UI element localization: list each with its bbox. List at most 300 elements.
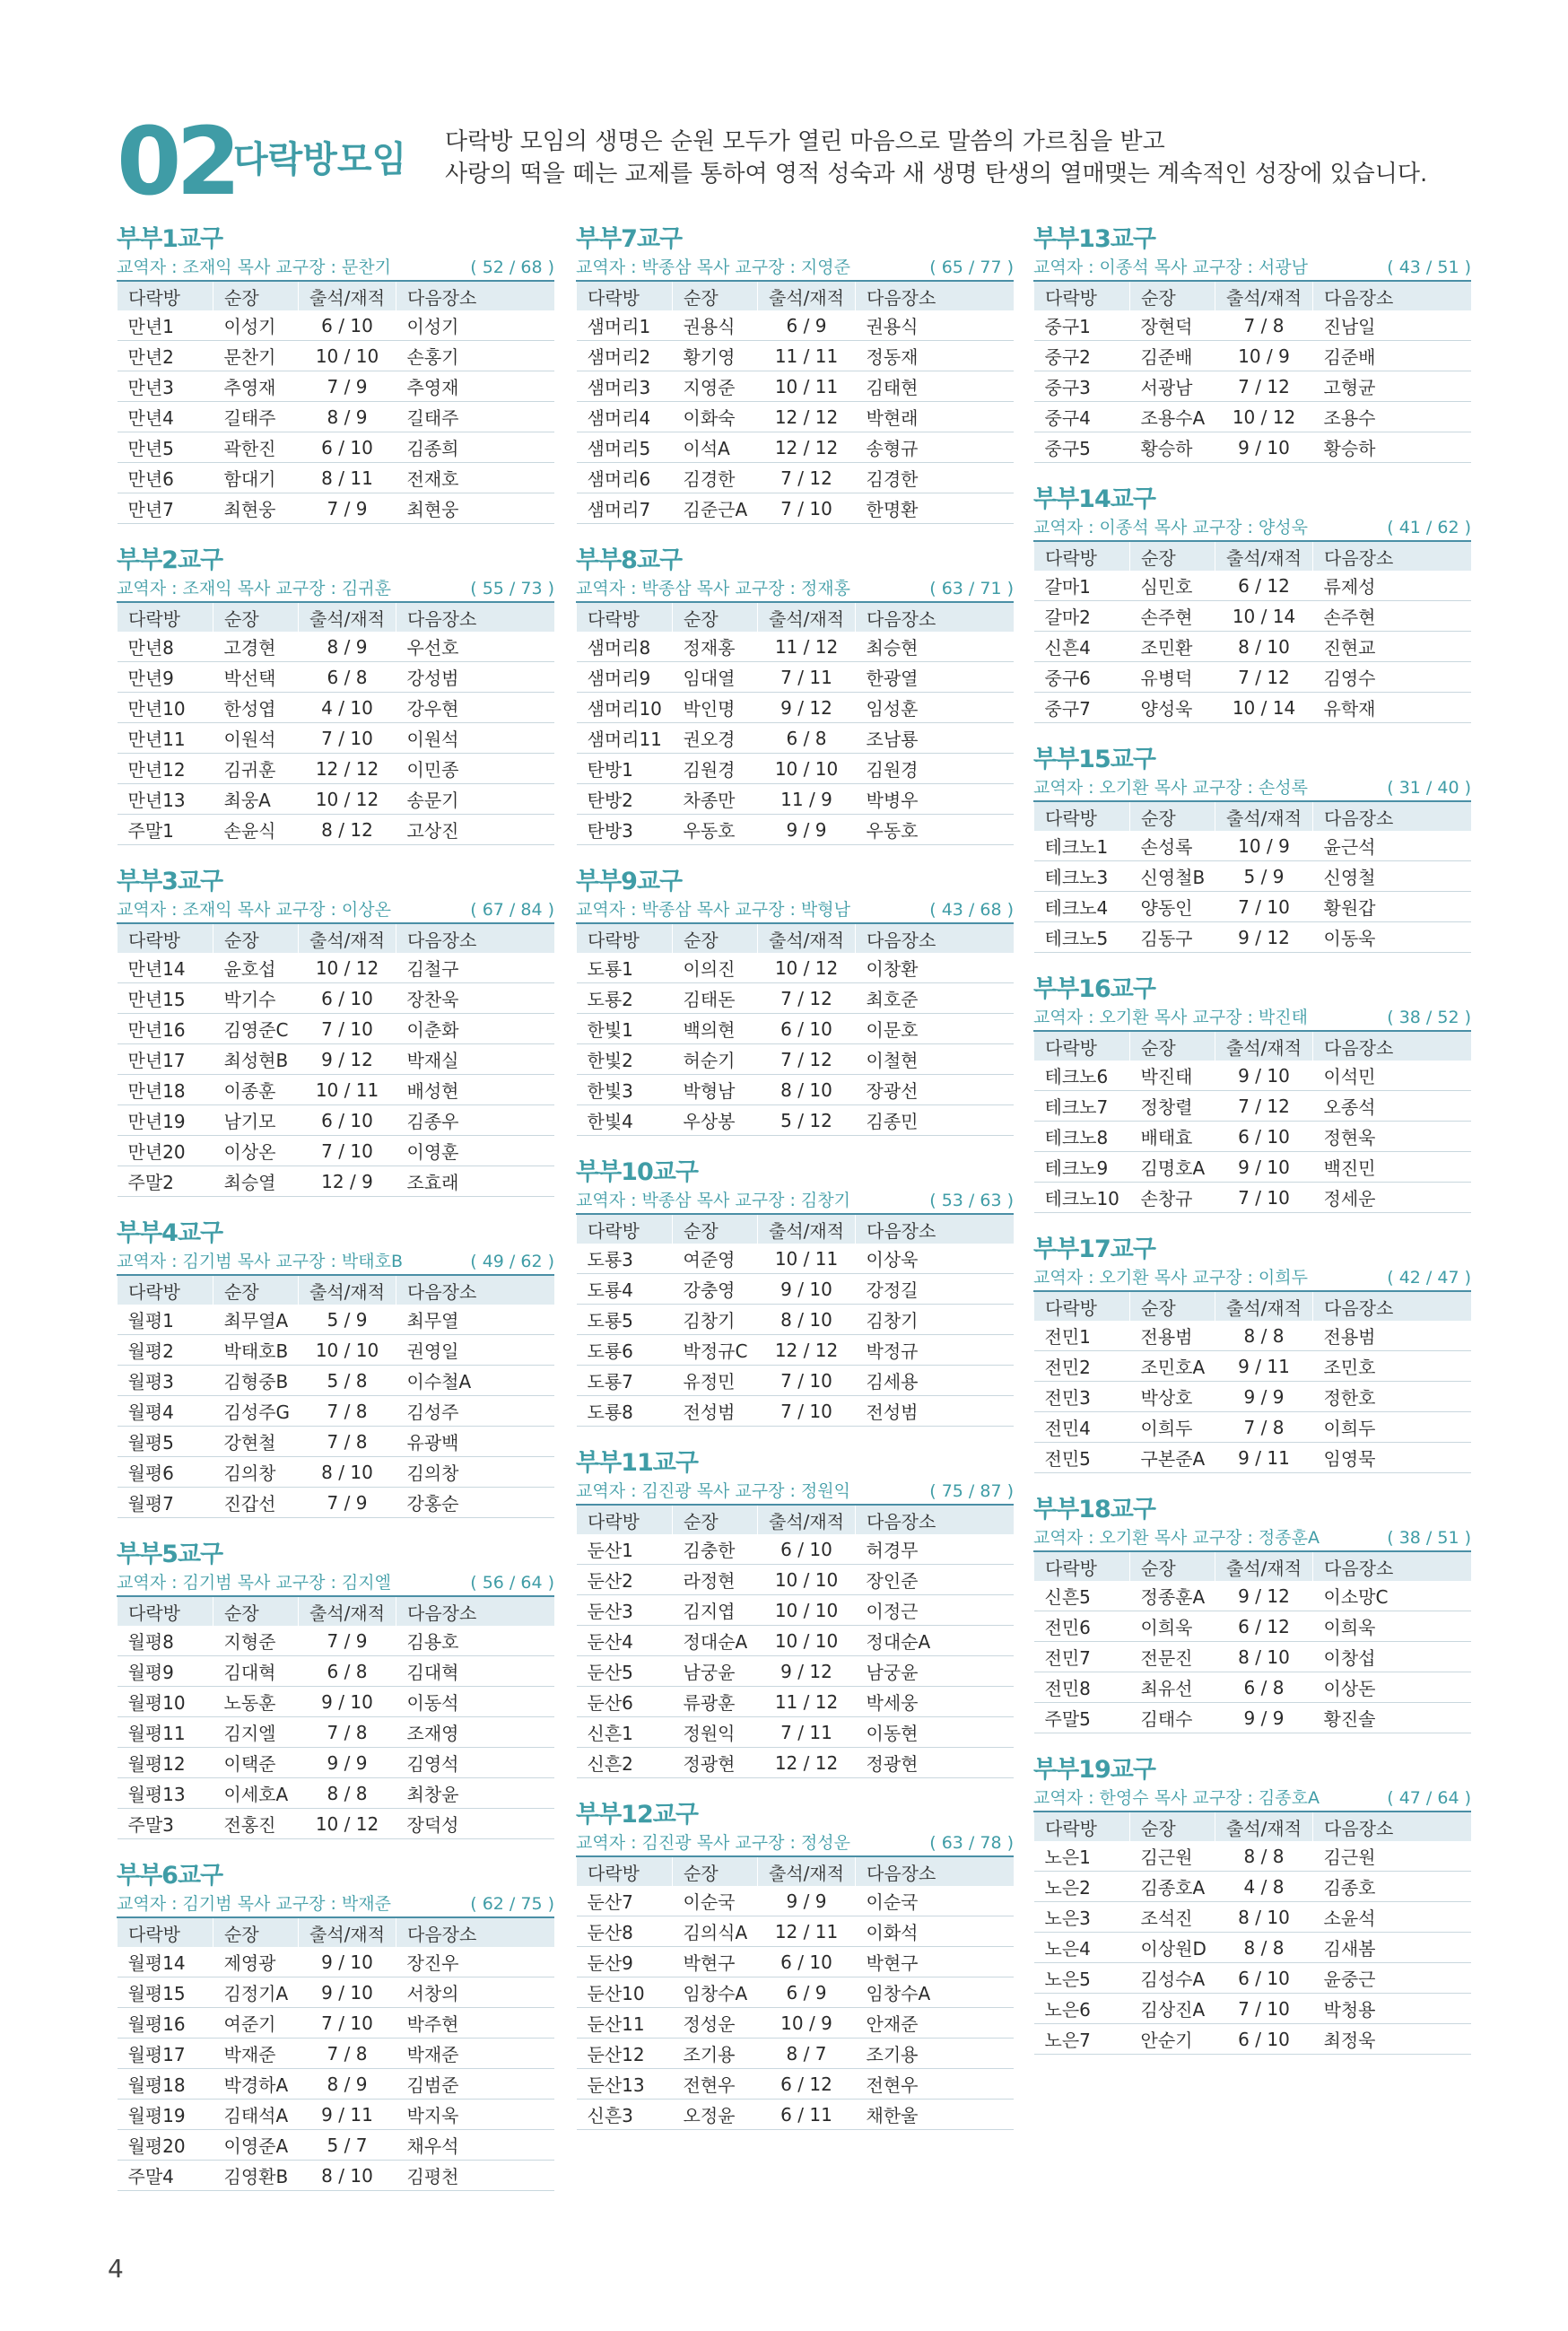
- cell-next-place: 김종희: [406, 438, 459, 459]
- cell-next-place: 정한호: [1323, 1387, 1376, 1409]
- cell-attendance: 6 / 10: [1238, 1967, 1290, 1989]
- district-leaders: 교역자 : 박종삼 목사 교구장 : 박형남: [576, 900, 850, 920]
- cell-attendance: 9 / 11: [1238, 1446, 1290, 1469]
- cell-next-place: 김종우: [406, 1111, 459, 1132]
- table-row: [577, 2100, 1015, 2130]
- column-header: 순장: [673, 1505, 758, 1534]
- column-header: 다음장소: [396, 923, 555, 953]
- cell-leader: 박태호B: [223, 1340, 289, 1362]
- cell-leader: 김동구: [1140, 928, 1193, 949]
- page-header: [117, 107, 1462, 216]
- district-info: [576, 1188, 1014, 1213]
- cell-group: 만년7: [127, 499, 174, 520]
- district-attendance-total: ( 62 / 75 ): [470, 1894, 554, 1914]
- cell-leader: 정광현: [683, 1753, 736, 1775]
- column-header: 다음장소: [1313, 541, 1472, 571]
- cell-next-place: 이정근: [866, 1601, 919, 1622]
- district-title: 부부2교구: [117, 546, 223, 574]
- column-header: 출석/재적: [758, 281, 856, 310]
- cell-next-place: 박현래: [866, 407, 919, 429]
- table-row: [577, 784, 1015, 815]
- column-header: 다락방: [1034, 541, 1130, 571]
- cell-leader: 황기영: [683, 346, 736, 368]
- cell-next-place: 박병우: [866, 790, 919, 811]
- cell-group: 전민8: [1044, 1678, 1091, 1699]
- cell-leader: 정대순A: [683, 1631, 748, 1653]
- column-header: 출석/재적: [299, 1275, 396, 1305]
- cell-leader: 김의창: [223, 1462, 276, 1484]
- cell-group: 둔산1: [587, 1540, 633, 1561]
- cell-group: 테크노8: [1044, 1127, 1109, 1148]
- cell-leader: 양동인: [1140, 897, 1193, 919]
- cell-group: 샘머리5: [587, 438, 651, 459]
- cell-attendance: 7 / 12: [780, 987, 832, 1009]
- cell-next-place: 윤근석: [1323, 836, 1376, 858]
- column-header: 다락방: [577, 602, 673, 632]
- cell-attendance: 8 / 8: [1243, 1936, 1285, 1959]
- district-attendance-total: ( 43 / 68 ): [929, 900, 1014, 920]
- cell-group: 노은3: [1044, 1908, 1091, 1929]
- cell-leader: 김종호A: [1140, 1877, 1206, 1899]
- district-leaders: 교역자 : 오기환 목사 교구장 : 이희두: [1033, 1268, 1308, 1288]
- table-row: [1034, 1061, 1472, 1091]
- table-row: [118, 402, 555, 432]
- cell-next-place: 김경한: [866, 468, 919, 490]
- column-header: 다락방: [118, 1917, 213, 1947]
- cell-group: 월평7: [127, 1493, 174, 1515]
- cell-leader: 권오경: [683, 729, 736, 750]
- cell-leader: 장현덕: [1140, 316, 1193, 337]
- table-row: [1034, 571, 1472, 601]
- cell-next-place: 이창섭: [1323, 1647, 1376, 1669]
- district-attendance-total: ( 49 / 62 ): [470, 1252, 554, 1271]
- cell-next-place: 강정길: [866, 1279, 919, 1301]
- district-leaders: 교역자 : 조재익 목사 교구장 : 김귀훈: [117, 579, 391, 598]
- cell-next-place: 김준배: [1323, 346, 1376, 368]
- district-leaders: 교역자 : 조재익 목사 교구장 : 이상온: [117, 900, 391, 920]
- cell-next-place: 한광열: [866, 668, 919, 689]
- cell-next-place: 김영수: [1323, 668, 1376, 689]
- cell-group: 둔산12: [587, 2044, 645, 2065]
- table-row: [1034, 402, 1472, 432]
- table-row: [577, 983, 1015, 1014]
- district-info: [1033, 1525, 1471, 1550]
- cell-leader: 우상봉: [683, 1111, 736, 1132]
- cell-leader: 우동호: [683, 820, 736, 842]
- district-info: [1033, 1005, 1471, 1030]
- cell-leader: 이상온: [223, 1141, 276, 1163]
- cell-attendance: 7 / 10: [1238, 1997, 1290, 2020]
- cell-next-place: 조민호: [1323, 1357, 1376, 1378]
- table-header-row: [577, 923, 1015, 953]
- cell-group: 신흔5: [1044, 1586, 1091, 1608]
- cell-group: 신흔4: [1044, 637, 1091, 659]
- cell-attendance: 10 / 11: [315, 1078, 379, 1101]
- cell-leader: 손성록: [1140, 836, 1193, 858]
- district-leaders: 교역자 : 오기환 목사 교구장 : 손성록: [1033, 778, 1308, 798]
- district-attendance-total: ( 52 / 68 ): [470, 258, 554, 277]
- cell-leader: 유병덕: [1140, 668, 1193, 689]
- district-info: [576, 1479, 1014, 1504]
- cell-attendance: 10 / 10: [774, 757, 839, 780]
- intro-line-1: 다락방 모임의 생명은 순원 모두가 열린 마음으로 말씀의 가르침을 받고: [445, 128, 1165, 155]
- table-row: [118, 632, 555, 662]
- cell-attendance: 6 / 8: [327, 1660, 368, 1682]
- cell-group: 둔산13: [587, 2074, 645, 2096]
- district-table: [576, 1213, 1014, 1427]
- district-table: [117, 601, 554, 845]
- cell-group: 탄방3: [587, 820, 633, 842]
- cell-group: 만년6: [127, 468, 174, 490]
- cell-group: 노은6: [1044, 1999, 1091, 2021]
- cell-group: 만년5: [127, 438, 174, 459]
- table-row: [118, 493, 555, 524]
- cell-leader: 박기수: [223, 989, 276, 1010]
- cell-leader: 김영준C: [223, 1019, 289, 1041]
- table-row: [577, 1335, 1015, 1366]
- cell-next-place: 권용식: [866, 316, 919, 337]
- district-table: [117, 1274, 554, 1518]
- column-header: 다음장소: [856, 923, 1015, 953]
- table-row: [577, 432, 1015, 463]
- cell-group: 만년18: [127, 1080, 186, 1102]
- cell-leader: 김의식A: [683, 1922, 748, 1943]
- column-header: 다음장소: [856, 1505, 1015, 1534]
- table-row: [577, 1014, 1015, 1044]
- table-row: [577, 1626, 1015, 1656]
- cell-next-place: 권영일: [406, 1340, 459, 1362]
- district-title: 부부10교구: [576, 1158, 698, 1186]
- cell-attendance: 5 / 12: [780, 1109, 832, 1131]
- cell-group: 월평1: [127, 1310, 174, 1331]
- cell-leader: 김상진A: [1140, 1999, 1206, 2021]
- cell-group: 둔산10: [587, 1983, 645, 2004]
- cell-next-place: 김성주: [406, 1401, 459, 1423]
- district-title: 부부7교구: [576, 225, 683, 253]
- column-header: 순장: [673, 1214, 758, 1244]
- cell-next-place: 장인준: [866, 1570, 919, 1592]
- column-header: 출석/재적: [758, 602, 856, 632]
- cell-group: 노은7: [1044, 2030, 1091, 2051]
- cell-next-place: 정현욱: [1323, 1127, 1376, 1148]
- table-row: [577, 662, 1015, 693]
- cell-attendance: 7 / 8: [327, 1721, 368, 1743]
- cell-group: 둔산9: [587, 1952, 633, 1974]
- cell-group: 신흔1: [587, 1723, 633, 1744]
- cell-leader: 박현구: [683, 1952, 736, 1974]
- table-row: [118, 2008, 555, 2039]
- district-info: [117, 255, 554, 280]
- cell-attendance: 10 / 10: [774, 1599, 839, 1621]
- cell-next-place: 조기용: [866, 2044, 919, 2065]
- cell-attendance: 10 / 10: [315, 1339, 379, 1361]
- cell-group: 만년1: [127, 316, 174, 337]
- column-header: 다음장소: [1313, 801, 1472, 831]
- column-header: 순장: [213, 1596, 299, 1626]
- district-title: 부부1교구: [117, 225, 223, 253]
- cell-leader: 조용수A: [1140, 407, 1206, 429]
- district-title: 부부19교구: [1033, 1756, 1155, 1784]
- column-header: 순장: [673, 923, 758, 953]
- cell-group: 테크노10: [1044, 1188, 1119, 1209]
- cell-leader: 남기모: [223, 1111, 276, 1132]
- table-row: [118, 1457, 555, 1488]
- cell-next-place: 고상진: [406, 820, 459, 842]
- cell-attendance: 7 / 12: [780, 467, 832, 489]
- district-attendance-total: ( 63 / 78 ): [929, 1833, 1014, 1853]
- cell-group: 도룡6: [587, 1340, 633, 1362]
- district-attendance-total: ( 55 / 73 ): [470, 579, 554, 598]
- table-row: [118, 784, 555, 815]
- table-row: [118, 1626, 555, 1656]
- column-header: 순장: [1130, 1291, 1215, 1321]
- table-row: [1034, 1091, 1472, 1122]
- column-header: 출석/재적: [1215, 281, 1313, 310]
- cell-leader: 함대기: [223, 468, 276, 490]
- district-block: [576, 1157, 1014, 1427]
- cell-attendance: 9 / 12: [1238, 1585, 1290, 1607]
- table-header-row: [577, 1856, 1015, 1886]
- column-header: 다락방: [118, 602, 213, 632]
- district-leaders: 교역자 : 김기범 목사 교구장 : 박재준: [117, 1894, 391, 1914]
- cell-group: 전민4: [1044, 1418, 1091, 1439]
- cell-leader: 김태수: [1140, 1708, 1193, 1730]
- cell-next-place: 이희욱: [1323, 1617, 1376, 1638]
- district-attendance-total: ( 42 / 47 ): [1387, 1268, 1471, 1288]
- cell-attendance: 9 / 10: [1238, 436, 1290, 458]
- cell-next-place: 오종석: [1323, 1096, 1376, 1118]
- table-row: [577, 693, 1015, 723]
- cell-group: 만년2: [127, 346, 174, 368]
- district-info: [1033, 255, 1471, 280]
- cell-attendance: 7 / 10: [780, 1400, 832, 1422]
- district-leaders: 교역자 : 박종삼 목사 교구장 : 김창기: [576, 1191, 850, 1210]
- cell-group: 노은5: [1044, 1969, 1091, 1990]
- cell-group: 중구3: [1044, 377, 1091, 398]
- column-header: 순장: [1130, 1031, 1215, 1061]
- district-leaders: 교역자 : 박종삼 목사 교구장 : 정재홍: [576, 579, 850, 598]
- district-block: [1033, 224, 1471, 463]
- cell-attendance: 9 / 12: [780, 696, 832, 719]
- cell-group: 갈마1: [1044, 576, 1091, 598]
- cell-leader: 이의진: [683, 958, 736, 980]
- table-row: [118, 1809, 555, 1839]
- cell-attendance: 7 / 11: [780, 1721, 832, 1743]
- table-row: [577, 2069, 1015, 2100]
- cell-group: 만년15: [127, 989, 186, 1010]
- cell-next-place: 유광백: [406, 1432, 459, 1454]
- cell-group: 테크노1: [1044, 836, 1109, 858]
- cell-next-place: 임창수A: [866, 1983, 931, 2004]
- cell-attendance: 8 / 10: [1238, 1646, 1290, 1668]
- cell-next-place: 김종민: [866, 1111, 919, 1132]
- cell-attendance: 12 / 12: [774, 1339, 839, 1361]
- district-block: [576, 867, 1014, 1136]
- cell-leader: 김영환B: [223, 2166, 289, 2187]
- cell-attendance: 8 / 8: [1243, 1324, 1285, 1347]
- cell-leader: 노동훈: [223, 1692, 276, 1714]
- table-row: [1034, 892, 1472, 922]
- cell-leader: 이영준A: [223, 2135, 289, 2157]
- column-header: 다음장소: [856, 1856, 1015, 1886]
- cell-next-place: 조용수: [1323, 407, 1376, 429]
- table-row: [118, 1717, 555, 1748]
- cell-group: 도룡5: [587, 1310, 633, 1331]
- district-table: [1033, 1290, 1471, 1473]
- cell-group: 중구6: [1044, 668, 1091, 689]
- cell-attendance: 7 / 12: [1238, 375, 1290, 397]
- cell-attendance: 9 / 10: [321, 1951, 373, 1973]
- cell-group: 둔산2: [587, 1570, 633, 1592]
- cell-leader: 박상호: [1140, 1387, 1193, 1409]
- table-row: [118, 1075, 555, 1105]
- cell-attendance: 10 / 11: [774, 1247, 839, 1270]
- district-info: [1033, 1785, 1471, 1811]
- cell-leader: 최승열: [223, 1172, 276, 1193]
- cell-group: 주말1: [127, 820, 174, 842]
- cell-leader: 김정기A: [223, 1983, 289, 2004]
- cell-attendance: 7 / 10: [1238, 1186, 1290, 1209]
- cell-attendance: 6 / 8: [1243, 1676, 1285, 1698]
- district-title: 부부18교구: [1033, 1496, 1155, 1523]
- cell-next-place: 안재준: [866, 2013, 919, 2035]
- column-header: 다음장소: [856, 281, 1015, 310]
- cell-group: 중구5: [1044, 438, 1091, 459]
- cell-next-place: 김근원: [1323, 1846, 1376, 1868]
- cell-leader: 정재홍: [683, 637, 736, 659]
- cell-next-place: 백진민: [1323, 1157, 1376, 1179]
- cell-leader: 남궁윤: [683, 1662, 736, 1683]
- cell-next-place: 전성범: [866, 1401, 919, 1423]
- district-leaders: 교역자 : 조재익 목사 교구장 : 문찬기: [117, 258, 391, 277]
- column-header: 출석/재적: [758, 1856, 856, 1886]
- table-header-row: [1034, 801, 1472, 831]
- cell-group: 샘머리10: [587, 698, 662, 720]
- table-row: [577, 1748, 1015, 1778]
- district-block: [1033, 1495, 1471, 1733]
- cell-attendance: 10 / 12: [315, 788, 379, 810]
- district-table: [1033, 1550, 1471, 1733]
- district-attendance-total: ( 31 / 40 ): [1387, 778, 1471, 798]
- cell-group: 월평10: [127, 1692, 186, 1714]
- table-row: [118, 1488, 555, 1518]
- cell-next-place: 최무열: [406, 1310, 459, 1331]
- table-header-row: [1034, 1812, 1472, 1841]
- cell-group: 전민1: [1044, 1326, 1091, 1348]
- cell-leader: 문찬기: [223, 346, 276, 368]
- table-row: [118, 662, 555, 693]
- district-title: 부부13교구: [1033, 225, 1155, 253]
- district-block: [1033, 974, 1471, 1213]
- cell-attendance: 9 / 10: [321, 1981, 373, 2004]
- district-block: [1033, 485, 1471, 723]
- district-block: [117, 1540, 554, 1839]
- table-row: [118, 310, 555, 341]
- cell-leader: 조석진: [1140, 1908, 1193, 1929]
- cell-group: 만년17: [127, 1050, 186, 1071]
- cell-next-place: 이상욱: [866, 1249, 919, 1270]
- cell-next-place: 조남룡: [866, 729, 919, 750]
- column-header: 순장: [673, 1856, 758, 1886]
- district-attendance-total: ( 38 / 51 ): [1387, 1528, 1471, 1548]
- column-header: 출석/재적: [299, 923, 396, 953]
- column-middle: [576, 224, 1014, 2130]
- table-row: [1034, 1321, 1472, 1351]
- cell-attendance: 8 / 10: [780, 1308, 832, 1331]
- cell-attendance: 11 / 9: [780, 788, 832, 810]
- table-row: [1034, 1412, 1472, 1443]
- cell-leader: 길태주: [223, 407, 276, 429]
- cell-leader: 조민호A: [1140, 1357, 1206, 1378]
- table-row: [1034, 1351, 1472, 1382]
- cell-next-place: 김태현: [866, 377, 919, 398]
- table-row: [577, 953, 1015, 983]
- cell-next-place: 이화석: [866, 1922, 919, 1943]
- district-info: [117, 897, 554, 922]
- cell-next-place: 최정욱: [1323, 2030, 1376, 2051]
- district-table: [117, 280, 554, 524]
- cell-attendance: 9 / 9: [786, 1890, 827, 1912]
- cell-attendance: 6 / 10: [1238, 2028, 1290, 2050]
- cell-attendance: 9 / 9: [1243, 1707, 1285, 1729]
- column-header: 순장: [1130, 541, 1215, 571]
- cell-group: 주말3: [127, 1814, 174, 1836]
- table-row: [1034, 693, 1472, 723]
- cell-attendance: 8 / 10: [321, 1461, 373, 1483]
- column-header: 순장: [1130, 1551, 1215, 1581]
- cell-group: 월평8: [127, 1631, 174, 1653]
- column-header: 출석/재적: [299, 281, 396, 310]
- table-header-row: [577, 1214, 1015, 1244]
- cell-attendance: 12 / 12: [774, 406, 839, 428]
- cell-leader: 전홍진: [223, 1814, 276, 1836]
- cell-attendance: 9 / 10: [780, 1278, 832, 1300]
- cell-next-place: 우선호: [406, 637, 459, 659]
- cell-leader: 김성수A: [1140, 1969, 1206, 1990]
- cell-next-place: 김철구: [406, 958, 459, 980]
- cell-group: 테크노7: [1044, 1096, 1109, 1118]
- table-row: [118, 1687, 555, 1717]
- column-header: 출석/재적: [1215, 1551, 1313, 1581]
- cell-next-place: 김종호: [1323, 1877, 1376, 1899]
- table-row: [1034, 1642, 1472, 1672]
- cell-attendance: 8 / 10: [1238, 635, 1290, 658]
- cell-group: 주말5: [1044, 1708, 1091, 1730]
- cell-leader: 김태석A: [223, 2105, 289, 2126]
- cell-leader: 이택준: [223, 1753, 276, 1775]
- table-row: [118, 463, 555, 493]
- cell-leader: 김명호A: [1140, 1157, 1206, 1179]
- cell-leader: 한성엽: [223, 698, 276, 720]
- cell-leader: 조민환: [1140, 637, 1193, 659]
- cell-next-place: 이동현: [866, 1723, 919, 1744]
- section-number: 02: [117, 107, 236, 216]
- table-row: [577, 1687, 1015, 1717]
- cell-next-place: 길태주: [406, 407, 459, 429]
- district-leaders: 교역자 : 박종삼 목사 교구장 : 지영준: [576, 258, 850, 277]
- table-row: [1034, 1152, 1472, 1183]
- cell-leader: 임대열: [683, 668, 736, 689]
- table-row: [577, 815, 1015, 845]
- cell-next-place: 이석민: [1323, 1066, 1376, 1087]
- cell-attendance: 6 / 10: [780, 1017, 832, 1040]
- cell-leader: 이세호A: [223, 1784, 289, 1805]
- district-title: 부부11교구: [576, 1449, 698, 1477]
- cell-attendance: 5 / 8: [327, 1369, 368, 1392]
- cell-attendance: 6 / 12: [780, 2073, 832, 2095]
- table-header-row: [118, 602, 555, 632]
- table-row: [1034, 1703, 1472, 1733]
